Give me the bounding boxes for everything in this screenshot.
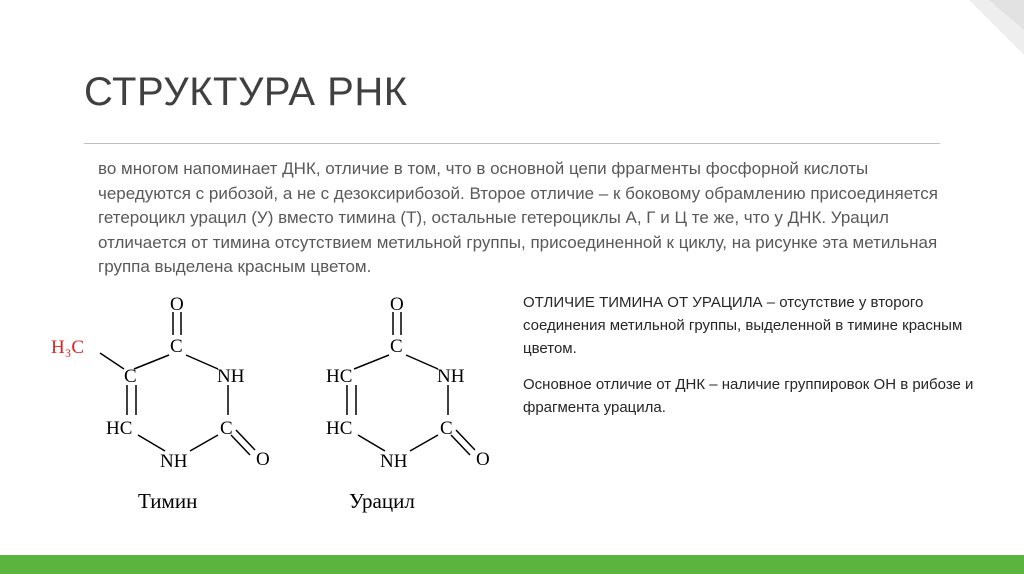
uracil-atom-o-top: O	[390, 294, 404, 315]
thymine-atom-c-left: C	[124, 366, 137, 387]
thymine-atom-c-top: C	[170, 336, 183, 357]
uracil-atom-nh-right: NH	[437, 366, 465, 387]
slide-title: СТРУКТУРА РНК	[84, 70, 408, 114]
uracil-atom-c-top: C	[390, 336, 403, 357]
corner-decoration	[934, 0, 1024, 60]
thymine-atom-o-top: O	[170, 294, 184, 315]
title-divider	[84, 143, 940, 144]
uracil-atom-hc-top: HC	[326, 366, 353, 387]
thymine-label: Тимин	[138, 489, 198, 513]
comparison-notes	[523, 291, 983, 432]
uracil-atom-c-right: C	[440, 418, 453, 439]
thymine-atom-o-right: O	[256, 449, 270, 470]
uracil-label: Урацил	[349, 489, 415, 513]
thymine-methyl-group: H₃C	[51, 337, 85, 358]
thymine-structure	[51, 294, 270, 513]
uracil-atom-hc-bottom: HC	[326, 418, 353, 439]
thymine-uracil-difference-text: ОТЛИЧИЕ ТИМИНА ОТ УРАЦИЛА – отсутствие у второго соединения метильной группы, выделенной в тимине красным цветом.	[523, 294, 963, 357]
thymine-atom-c-right: C	[220, 418, 233, 439]
uracil-atom-nh-bottom: NH	[380, 451, 408, 472]
body-paragraph: во многом напоминает ДНК, отличие в том, что в основной цепи фрагменты фосфорной кислоты чередуются с рибозой, а не с дезоксирибозой. Второе отличие – к боковому обрамлению присоединяется гетероцикл урацил (У) вместо тимина (Т), остальные гетероциклы А, Г и Ц те же, что у ДНК. Урацил отличается от тимина отсутствием метильной группы, присоединенной к циклу, на рисунке эта метильная группа выделена красным цветом.	[98, 159, 938, 276]
thymine-atom-nh-right: NH	[217, 366, 245, 387]
thymine-atom-hc: HC	[106, 418, 133, 439]
molecule-diagram	[0, 285, 520, 525]
uracil-atom-o-right: O	[476, 449, 490, 470]
uracil-structure	[326, 294, 490, 513]
dna-difference-text: Основное отличие от ДНК – наличие группировок OH в рибозе и фрагмента урацила.	[523, 376, 974, 416]
thymine-atom-nh-bottom: NH	[160, 451, 188, 472]
footer-bar	[0, 555, 1024, 574]
